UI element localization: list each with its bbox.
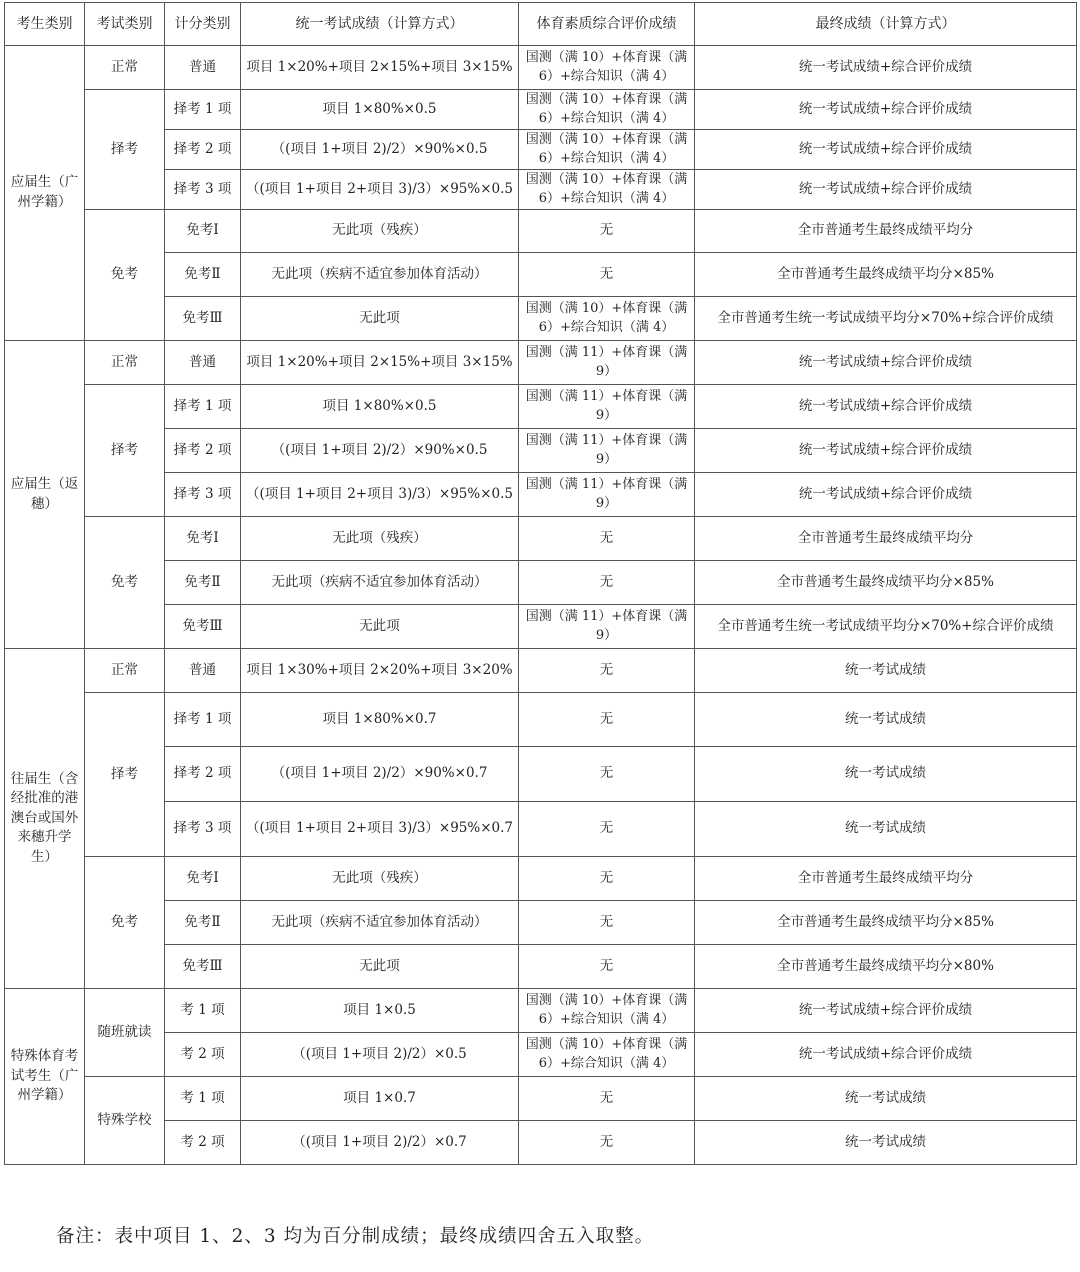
evaluation-cell: 无 [519, 253, 695, 297]
score-type-cell: 免考Ⅱ [165, 253, 241, 297]
score-type-cell: 免考Ⅱ [165, 901, 241, 945]
score-type-cell: 免考Ⅱ [165, 561, 241, 605]
exam-type-cell: 免考 [85, 517, 165, 649]
final-cell: 统一考试成绩 [695, 802, 1077, 857]
score-type-cell: 免考Ⅲ [165, 945, 241, 989]
unified-cell: 无此项（疾病不适宜参加体育活动） [241, 561, 519, 605]
unified-cell: 项目 1×20%+项目 2×15%+项目 3×15% [241, 341, 519, 385]
final-cell: 统一考试成绩 [695, 1077, 1077, 1121]
final-cell: 统一考试成绩+综合评价成绩 [695, 429, 1077, 473]
unified-cell: （(项目 1+项目 2)/2）×0.7 [241, 1121, 519, 1165]
score-type-cell: 择考 3 项 [165, 473, 241, 517]
header-score-type: 计分类别 [165, 3, 241, 46]
evaluation-cell: 国测（满 10）+体育课（满 6）+综合知识（满 4） [519, 170, 695, 210]
header-final-score: 最终成绩（计算方式） [695, 3, 1077, 46]
final-cell: 统一考试成绩+综合评价成绩 [695, 46, 1077, 90]
evaluation-cell: 国测（满 10）+体育课（满 6）+综合知识（满 4） [519, 1033, 695, 1077]
unified-cell: 项目 1×0.5 [241, 989, 519, 1033]
table-row [5, 693, 1077, 747]
table-header [5, 3, 1077, 46]
table-row [5, 945, 1077, 989]
unified-cell: （(项目 1+项目 2+项目 3)/3）×95%×0.7 [241, 802, 519, 857]
final-cell: 全市普通考生统一考试成绩平均分×70%+综合评价成绩 [695, 297, 1077, 341]
final-cell: 统一考试成绩+综合评价成绩 [695, 341, 1077, 385]
final-cell: 全市普通考生最终成绩平均分 [695, 857, 1077, 901]
score-type-cell: 普通 [165, 46, 241, 90]
score-type-cell: 考 2 项 [165, 1033, 241, 1077]
final-cell: 统一考试成绩 [695, 747, 1077, 802]
final-cell: 统一考试成绩+综合评价成绩 [695, 130, 1077, 170]
evaluation-cell: 国测（满 11）+体育课（满 9） [519, 429, 695, 473]
evaluation-cell: 无 [519, 747, 695, 802]
table-row [5, 1077, 1077, 1121]
table-row [5, 385, 1077, 429]
exam-type-cell: 择考 [85, 385, 165, 517]
category-cell: 特殊体育考试考生（广州学籍） [5, 989, 85, 1165]
unified-cell: 无此项 [241, 297, 519, 341]
final-cell: 全市普通考生最终成绩平均分×85% [695, 901, 1077, 945]
exam-type-cell: 正常 [85, 649, 165, 693]
table-row [5, 561, 1077, 605]
table-row [5, 46, 1077, 90]
table-row [5, 802, 1077, 857]
table-row [5, 473, 1077, 517]
score-type-cell: 择考 1 项 [165, 693, 241, 747]
table-row [5, 341, 1077, 385]
unified-cell: 无此项（疾病不适宜参加体育活动） [241, 901, 519, 945]
evaluation-cell: 国测（满 10）+体育课（满 6）+综合知识（满 4） [519, 46, 695, 90]
score-type-cell: 免考Ⅰ [165, 517, 241, 561]
score-type-cell: 考 1 项 [165, 989, 241, 1033]
table-row [5, 649, 1077, 693]
evaluation-cell: 无 [519, 857, 695, 901]
final-cell: 全市普通考生最终成绩平均分×80% [695, 945, 1077, 989]
evaluation-cell: 无 [519, 693, 695, 747]
score-type-cell: 考 2 项 [165, 1121, 241, 1165]
unified-cell: 无此项（残疾） [241, 210, 519, 253]
final-cell: 统一考试成绩+综合评价成绩 [695, 385, 1077, 429]
score-type-cell: 择考 2 项 [165, 747, 241, 802]
table-row [5, 253, 1077, 297]
table-row [5, 170, 1077, 210]
evaluation-cell: 无 [519, 945, 695, 989]
evaluation-cell: 无 [519, 649, 695, 693]
table-row [5, 747, 1077, 802]
table-body [5, 46, 1077, 1165]
evaluation-cell: 无 [519, 1077, 695, 1121]
evaluation-cell: 无 [519, 901, 695, 945]
category-cell: 应届生（广州学籍） [5, 46, 85, 341]
footnote: 备注：表中项目 1、2、3 均为百分制成绩；最终成绩四舍五入取整。 [56, 1226, 655, 1247]
evaluation-cell: 国测（满 11）+体育课（满 9） [519, 473, 695, 517]
score-type-cell: 择考 2 项 [165, 429, 241, 473]
evaluation-cell: 国测（满 11）+体育课（满 9） [519, 385, 695, 429]
evaluation-cell: 无 [519, 1121, 695, 1165]
score-table [4, 2, 1077, 1165]
table-row [5, 605, 1077, 649]
unified-cell: 无此项 [241, 605, 519, 649]
exam-type-cell: 择考 [85, 693, 165, 857]
final-cell: 统一考试成绩+综合评价成绩 [695, 170, 1077, 210]
evaluation-cell: 无 [519, 517, 695, 561]
evaluation-cell: 国测（满 10）+体育课（满 6）+综合知识（满 4） [519, 130, 695, 170]
unified-cell: 项目 1×20%+项目 2×15%+项目 3×15% [241, 46, 519, 90]
table-row [5, 210, 1077, 253]
score-type-cell: 择考 1 项 [165, 385, 241, 429]
table-row [5, 901, 1077, 945]
table-row [5, 989, 1077, 1033]
header-exam-type: 考试类别 [85, 3, 165, 46]
unified-cell: 无此项 [241, 945, 519, 989]
table-row [5, 1033, 1077, 1077]
unified-cell: （(项目 1+项目 2+项目 3)/3）×95%×0.5 [241, 170, 519, 210]
final-cell: 全市普通考生统一考试成绩平均分×70%+综合评价成绩 [695, 605, 1077, 649]
exam-type-cell: 正常 [85, 46, 165, 90]
unified-cell: （(项目 1+项目 2)/2）×0.5 [241, 1033, 519, 1077]
exam-type-cell: 免考 [85, 857, 165, 989]
table-row [5, 517, 1077, 561]
evaluation-cell: 国测（满 10）+体育课（满 6）+综合知识（满 4） [519, 90, 695, 130]
score-type-cell: 普通 [165, 341, 241, 385]
score-type-cell: 普通 [165, 649, 241, 693]
unified-cell: 无此项（残疾） [241, 517, 519, 561]
evaluation-cell: 国测（满 10）+体育课（满 6）+综合知识（满 4） [519, 989, 695, 1033]
unified-cell: 项目 1×80%×0.7 [241, 693, 519, 747]
evaluation-cell: 国测（满 10）+体育课（满 6）+综合知识（满 4） [519, 297, 695, 341]
evaluation-cell: 国测（满 11）+体育课（满 9） [519, 605, 695, 649]
unified-cell: （(项目 1+项目 2)/2）×90%×0.5 [241, 130, 519, 170]
header-row [5, 3, 1077, 46]
table-row [5, 429, 1077, 473]
header-pe-evaluation: 体育素质综合评价成绩 [519, 3, 695, 46]
unified-cell: 项目 1×0.7 [241, 1077, 519, 1121]
exam-type-cell: 择考 [85, 90, 165, 210]
exam-type-cell: 免考 [85, 210, 165, 341]
evaluation-cell: 无 [519, 210, 695, 253]
evaluation-cell: 无 [519, 561, 695, 605]
table-row [5, 130, 1077, 170]
score-type-cell: 择考 2 项 [165, 130, 241, 170]
table-row [5, 90, 1077, 130]
final-cell: 统一考试成绩+综合评价成绩 [695, 473, 1077, 517]
final-cell: 全市普通考生最终成绩平均分×85% [695, 561, 1077, 605]
table-row [5, 857, 1077, 901]
score-type-cell: 择考 3 项 [165, 170, 241, 210]
final-cell: 统一考试成绩 [695, 693, 1077, 747]
evaluation-cell: 无 [519, 802, 695, 857]
unified-cell: 无此项（疾病不适宜参加体育活动） [241, 253, 519, 297]
score-type-cell: 择考 3 项 [165, 802, 241, 857]
final-cell: 统一考试成绩 [695, 649, 1077, 693]
score-type-cell: 免考Ⅰ [165, 210, 241, 253]
score-type-cell: 考 1 项 [165, 1077, 241, 1121]
unified-cell: 无此项（残疾） [241, 857, 519, 901]
score-type-cell: 免考Ⅲ [165, 297, 241, 341]
final-cell: 统一考试成绩+综合评价成绩 [695, 989, 1077, 1033]
exam-type-cell: 特殊学校 [85, 1077, 165, 1165]
final-cell: 全市普通考生最终成绩平均分 [695, 517, 1077, 561]
final-cell: 全市普通考生最终成绩平均分×85% [695, 253, 1077, 297]
unified-cell: 项目 1×30%+项目 2×20%+项目 3×20% [241, 649, 519, 693]
unified-cell: 项目 1×80%×0.5 [241, 385, 519, 429]
header-student-type: 考生类别 [5, 3, 85, 46]
category-cell: 往届生（含经批准的港澳台或国外来穗升学生） [5, 649, 85, 989]
table-row [5, 1121, 1077, 1165]
unified-cell: （(项目 1+项目 2+项目 3)/3）×95%×0.5 [241, 473, 519, 517]
header-unified-exam: 统一考试成绩（计算方式） [241, 3, 519, 46]
unified-cell: （(项目 1+项目 2)/2）×90%×0.7 [241, 747, 519, 802]
score-type-cell: 择考 1 项 [165, 90, 241, 130]
score-type-cell: 免考Ⅲ [165, 605, 241, 649]
table-row [5, 297, 1077, 341]
final-cell: 全市普通考生最终成绩平均分 [695, 210, 1077, 253]
evaluation-cell: 国测（满 11）+体育课（满 9） [519, 341, 695, 385]
exam-type-cell: 随班就读 [85, 989, 165, 1077]
final-cell: 统一考试成绩+综合评价成绩 [695, 90, 1077, 130]
final-cell: 统一考试成绩 [695, 1121, 1077, 1165]
score-type-cell: 免考Ⅰ [165, 857, 241, 901]
unified-cell: 项目 1×80%×0.5 [241, 90, 519, 130]
category-cell: 应届生（返穗） [5, 341, 85, 649]
final-cell: 统一考试成绩+综合评价成绩 [695, 1033, 1077, 1077]
unified-cell: （(项目 1+项目 2)/2）×90%×0.5 [241, 429, 519, 473]
exam-type-cell: 正常 [85, 341, 165, 385]
